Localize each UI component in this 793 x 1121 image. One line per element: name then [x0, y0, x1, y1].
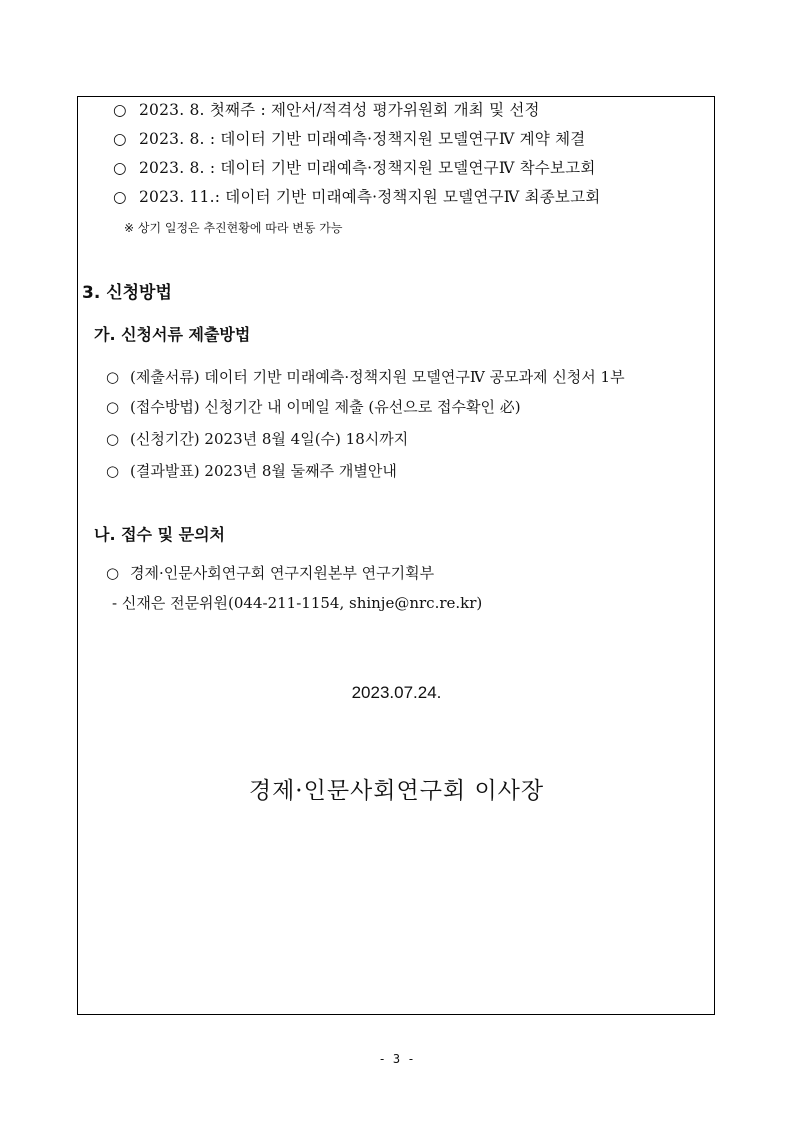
schedule-text: 2023. 8. 첫째주 : 제안서/적격성 평가위원회 개최 및 선정	[139, 101, 540, 119]
list-item-text: (신청기간) 2023년 8월 4일(수) 18시까지	[130, 430, 409, 448]
schedule-note: ※ 상기 일정은 추진현황에 따라 변동 가능	[124, 221, 343, 235]
contact-person: - 신재은 전문위원(044-211-1154, shinje@nrc.re.kr)	[112, 594, 483, 612]
schedule-line-2	[113, 127, 585, 149]
circle-bullet-icon: ○	[113, 130, 127, 148]
page-number: - 3 -	[378, 1052, 415, 1066]
list-item	[106, 366, 625, 387]
list-item-text: (접수방법) 신청기간 내 이메일 제출 (유선으로 접수확인 必)	[130, 398, 521, 416]
circle-bullet-icon: ○	[106, 398, 120, 416]
document-date: 2023.07.24.	[351, 683, 442, 702]
subsection-title-a: 가. 신청서류 제출방법	[94, 325, 251, 344]
circle-bullet-icon: ○	[106, 430, 120, 448]
list-item	[106, 460, 397, 481]
circle-bullet-icon: ○	[113, 188, 127, 206]
circle-bullet-icon: ○	[106, 368, 120, 386]
contact-org	[106, 562, 434, 583]
circle-bullet-icon: ○	[106, 564, 120, 582]
list-item-text: (제출서류) 데이터 기반 미래예측·정책지원 모델연구Ⅳ 공모과제 신청서 1부	[130, 368, 625, 386]
circle-bullet-icon: ○	[106, 462, 120, 480]
contact-org-text: 경제·인문사회연구회 연구지원본부 연구기획부	[130, 564, 435, 582]
schedule-text: 2023. 8. : 데이터 기반 미래예측·정책지원 모델연구Ⅳ 계약 체결	[139, 130, 586, 148]
schedule-text: 2023. 8. : 데이터 기반 미래예측·정책지원 모델연구Ⅳ 착수보고회	[139, 159, 596, 177]
schedule-line-1	[113, 98, 540, 120]
list-item	[106, 428, 408, 449]
circle-bullet-icon: ○	[113, 159, 127, 177]
circle-bullet-icon: ○	[113, 101, 127, 119]
section-title: 3. 신청방법	[82, 283, 172, 303]
list-item	[106, 396, 521, 417]
schedule-text: 2023. 11.: 데이터 기반 미래예측·정책지원 모델연구Ⅳ 최종보고회	[139, 188, 601, 206]
subsection-title-b: 나. 접수 및 문의처	[94, 525, 225, 544]
list-item-text: (결과발표) 2023년 8월 둘째주 개별안내	[130, 462, 397, 480]
issuer-signature: 경제·인문사회연구회 이사장	[248, 778, 545, 804]
schedule-line-3	[113, 156, 596, 178]
schedule-line-4	[113, 185, 600, 207]
